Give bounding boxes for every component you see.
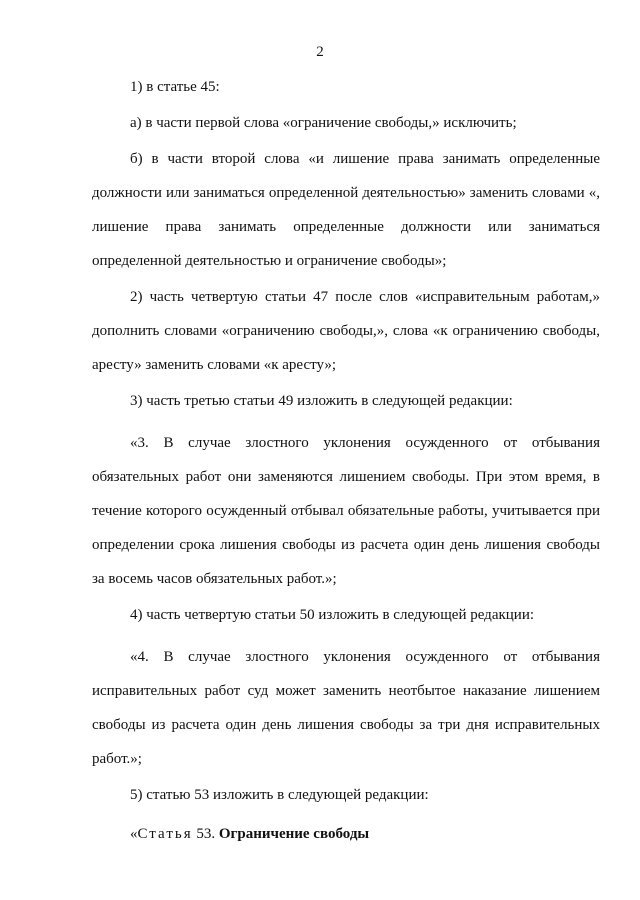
article-open-quote: « [130,826,138,842]
quote-article-50-part-4: «4. В случае злостного уклонения осужденного от отбывания исправительных работ суд может заменить неотбытое наказание лишением свободы из расчета один день лишения свободы за три дня исправительных работ.»; [92,649,600,767]
article-label: Статья [137,826,193,842]
paragraph-article-50: 4) часть четвертую статьи 50 изложить в следующей редакции: [130,607,535,623]
paragraph-article-49: 3) часть третью статьи 49 изложить в следующей редакции: [130,393,513,409]
page-number: 2 [316,44,324,60]
paragraph-item-b: б) в части второй слова «и лишение права занимать определенные должности или заниматься определенной деятельностью» заменить словами «, лишение права занимать определенные должности или заниматься определенной деятельностью и ограничение свободы»; [92,151,600,269]
paragraph-article-53: 5) статью 53 изложить в следующей редакции: [130,787,429,803]
paragraph-item-a: а) в части первой слова «ограничение свободы,» исключить; [130,115,517,131]
paragraph-article-45: 1) в статье 45: [130,79,220,95]
article-number: 53. [192,826,219,842]
article-title: Ограничение свободы [218,826,370,842]
document-body [92,70,600,851]
paragraph-article-47: 2) часть четвертую статьи 47 после слов «исправительным работам,» дополнить словами «ограничению свободы,», слова «к ограничению свободы, аресту» заменить словами «к аресту»; [92,289,600,373]
article-53-heading [92,817,600,851]
quote-article-49-part-3: «3. В случае злостного уклонения осужденного от отбывания обязательных работ они заменяются лишением свободы. При этом время, в течение которого осужденный отбывал обязательные работы, учитывается при определении срока лишения свободы из расчета один день лишения свободы за восемь часов обязательных работ.»; [92,435,600,587]
